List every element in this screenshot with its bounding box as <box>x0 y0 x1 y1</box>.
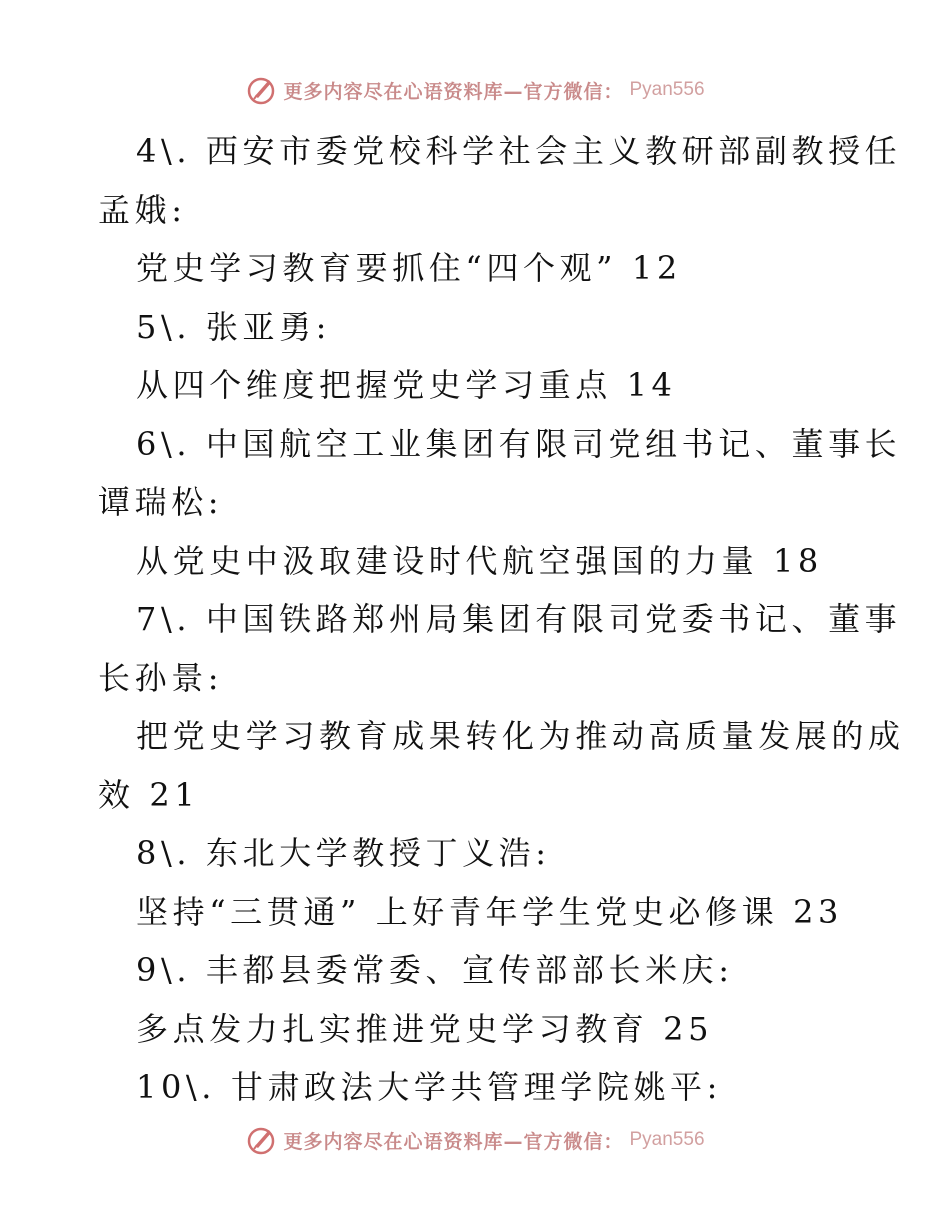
quill-logo-icon <box>245 74 277 106</box>
toc-line: 4\. 西安市委党校科学社会主义教研部副教授任 <box>136 132 902 170</box>
toc-line: 从党史中汲取建设时代航空强国的力量 18 <box>136 541 823 580</box>
toc-line: 效 21 <box>98 775 200 814</box>
toc-line: 5\. 张亚勇: <box>136 307 332 346</box>
toc-line: 9\. 丰都县委常委、宣传部部长米庆: <box>136 951 734 989</box>
watermark-text: 更多内容尽在心语资料库—官方微信： <box>283 80 624 103</box>
toc-line: 谭瑞松: <box>98 483 224 521</box>
watermark-footer <box>0 1120 950 1160</box>
watermark-header <box>0 70 950 110</box>
toc-line: 长孙景: <box>98 658 224 697</box>
toc-line: 6\. 中国航空工业集团有限司党组书记、董事长 <box>136 424 902 463</box>
toc-line: 坚持“三贯通” 上好青年学生党史必修课 23 <box>136 892 843 931</box>
toc-line: 孟娥: <box>98 190 187 229</box>
quill-logo-icon <box>245 1124 277 1156</box>
toc-line: 把党史学习教育成果转化为推动高质量发展的成 <box>136 717 905 755</box>
toc-line: 10\. 甘肃政法大学共管理学院姚平: <box>136 1068 723 1106</box>
watermark-wechat-id: Pyan556 <box>629 1129 705 1150</box>
toc-line: 党史学习教育要抓住“四个观” 12 <box>136 249 682 287</box>
toc-line: 7\. 中国铁路郑州局集团有限司党委书记、董事 <box>136 600 902 638</box>
watermark-wechat-id: Pyan556 <box>629 79 705 100</box>
document-body <box>98 122 905 1117</box>
toc-line: 从四个维度把握党史学习重点 14 <box>136 366 677 404</box>
watermark-text: 更多内容尽在心语资料库—官方微信： <box>283 1130 624 1153</box>
toc-line: 多点发力扎实推进党史学习教育 25 <box>136 1009 714 1048</box>
toc-line: 8\. 东北大学教授丁义浩: <box>136 834 551 872</box>
